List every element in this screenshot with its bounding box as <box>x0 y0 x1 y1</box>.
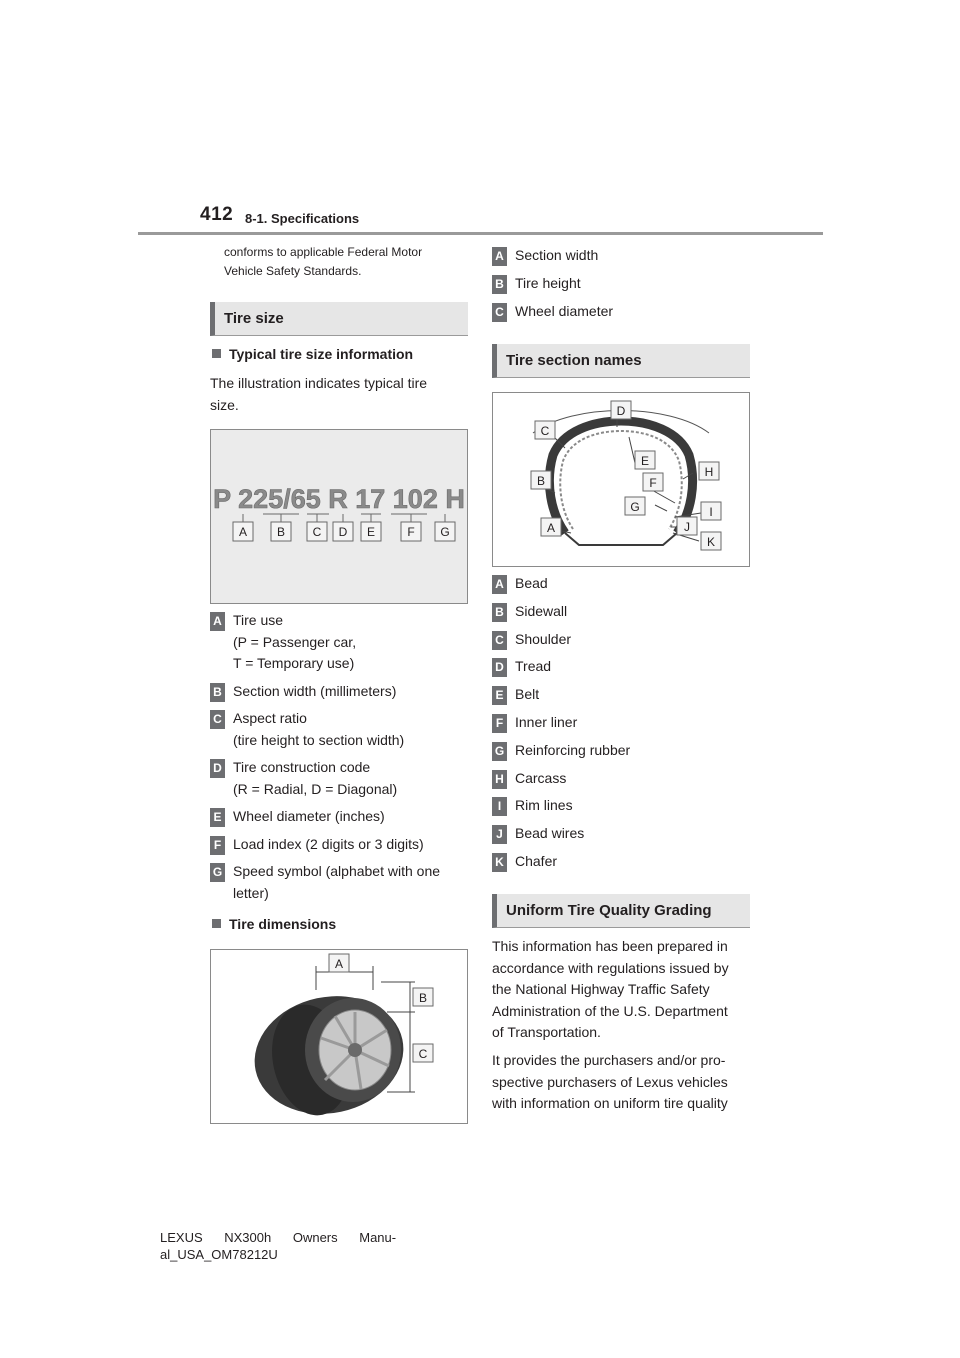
list-item: C Wheel diameter <box>492 301 750 329</box>
tire-size-figure <box>210 429 468 604</box>
tire-dimensions-subheading: Tire dimensions <box>212 916 336 932</box>
tire-size-code-text: P 225/65 R 17 102 H <box>213 484 465 514</box>
figure-letter-g: G <box>440 525 450 539</box>
header-rule <box>138 232 823 235</box>
tire-size-list <box>210 610 468 904</box>
label-box-b: B <box>210 683 225 702</box>
intro-line: conforms to applicable Federal Motor <box>224 245 423 259</box>
list-item: A Tire use (P = Passenger car, T = Temporary use) <box>210 610 468 675</box>
label-box-i: I <box>492 797 507 816</box>
tire-cross-section-outer <box>546 421 692 535</box>
section-letter-e: E <box>640 454 650 468</box>
label-box-a: A <box>492 575 507 594</box>
footer <box>160 1229 396 1263</box>
list-item: B Section width (millimeters) <box>210 681 468 703</box>
label-box-k: K <box>492 853 507 872</box>
section-letter-k: K <box>706 535 716 549</box>
square-bullet-icon <box>212 919 221 928</box>
section-letter-h: H <box>704 465 714 479</box>
list-item: K Chafer <box>492 851 750 879</box>
section-letter-d: D <box>616 404 626 418</box>
list-item: B Sidewall <box>492 601 750 629</box>
figure-letter-a: A <box>238 525 248 539</box>
tire-size-illustration <box>211 430 467 603</box>
utqg-paragraph-2: It provides the purchasers and/or pro- spective purchasers of Lexus vehicles with information on uniform tire quality <box>492 1052 728 1111</box>
label-box-e: E <box>210 808 225 827</box>
label-box-e: E <box>492 686 507 705</box>
label-box-f: F <box>492 714 507 733</box>
rim-profile <box>565 533 677 545</box>
label-box-b: B <box>492 275 507 294</box>
tire-size-description: The illustration indicates typical tire size. <box>210 375 428 413</box>
label-box-g: G <box>210 863 225 882</box>
intro-text <box>224 243 474 281</box>
list-item: G Reinforcing rubber <box>492 740 750 768</box>
list-item: G Speed symbol (alphabet with one letter) <box>210 861 468 904</box>
tire-section-illustration <box>493 393 749 566</box>
dim-letter-c: C <box>418 1047 428 1061</box>
list-item: A Section width <box>492 245 750 273</box>
dim-letter-b: B <box>418 991 428 1005</box>
square-bullet-icon <box>212 349 221 358</box>
tire-dimensions-list <box>492 245 750 329</box>
list-item: C Shoulder <box>492 629 750 657</box>
intro-line: Vehicle Safety Standards. <box>224 264 362 278</box>
section-letter-c: C <box>540 424 550 438</box>
page-number: 412 <box>200 204 234 225</box>
dim-letter-a: A <box>334 957 344 971</box>
list-item: B Tire height <box>492 273 750 301</box>
figure-letter-d: D <box>338 525 348 539</box>
tire-section-names-heading: Tire section names <box>492 344 750 378</box>
label-box-h: H <box>492 770 507 789</box>
list-item: F Load index (2 digits or 3 digits) <box>210 834 468 856</box>
list-item: E Belt <box>492 684 750 712</box>
label-box-a: A <box>492 247 507 266</box>
tire-dimensions-illustration <box>211 950 467 1123</box>
footer-line: al_USA_OM78212U <box>160 1247 278 1262</box>
footer-line: LEXUS NX300h Owners Manu- <box>160 1230 397 1245</box>
wheel-hub <box>348 1043 362 1057</box>
utqg-paragraph-1: This information has been prepared in accordance with regulations issued by the National Highway Traffic Safety Administration of the U.S. Department of Transportation. <box>492 938 729 1040</box>
typical-tire-size-subheading: Typical tire size information <box>212 346 413 362</box>
figure-letter-b: B <box>276 525 286 539</box>
utqg-heading: Uniform Tire Quality Grading <box>492 894 750 928</box>
section-letter-a: A <box>546 521 556 535</box>
list-item: F Inner liner <box>492 712 750 740</box>
list-item: H Carcass <box>492 768 750 796</box>
label-box-f: F <box>210 836 225 855</box>
tire-section-list <box>492 573 750 879</box>
section-letter-f: F <box>649 476 657 490</box>
list-item: C Aspect ratio (tire height to section width) <box>210 708 468 751</box>
tire-size-heading: Tire size <box>210 302 468 336</box>
section-letter-i: I <box>709 505 713 519</box>
tire-section-figure <box>492 392 750 567</box>
list-item: D Tire construction code (R = Radial, D = Diagonal) <box>210 757 468 800</box>
label-box-b: B <box>492 603 507 622</box>
section-title: 8-1. Specifications <box>245 211 360 226</box>
label-box-a: A <box>210 612 225 631</box>
label-box-j: J <box>492 825 507 844</box>
tire-cross-section-inner <box>560 431 682 529</box>
list-item: I Rim lines <box>492 795 750 823</box>
figure-letter-c: C <box>312 525 322 539</box>
section-letter-b: B <box>536 474 546 488</box>
list-item: E Wheel diameter (inches) <box>210 806 468 828</box>
label-box-d: D <box>492 658 507 677</box>
label-box-c: C <box>492 631 507 650</box>
list-item: J Bead wires <box>492 823 750 851</box>
label-box-d: D <box>210 759 225 778</box>
tire-dimensions-figure <box>210 949 468 1124</box>
list-item: A Bead <box>492 573 750 601</box>
figure-letter-f: F <box>407 525 415 539</box>
section-letter-g: G <box>630 500 640 514</box>
label-box-c: C <box>492 303 507 322</box>
list-item: D Tread <box>492 656 750 684</box>
label-box-c: C <box>210 710 225 729</box>
label-box-g: G <box>492 742 507 761</box>
section-letter-j: J <box>684 520 690 534</box>
figure-letter-e: E <box>366 525 376 539</box>
